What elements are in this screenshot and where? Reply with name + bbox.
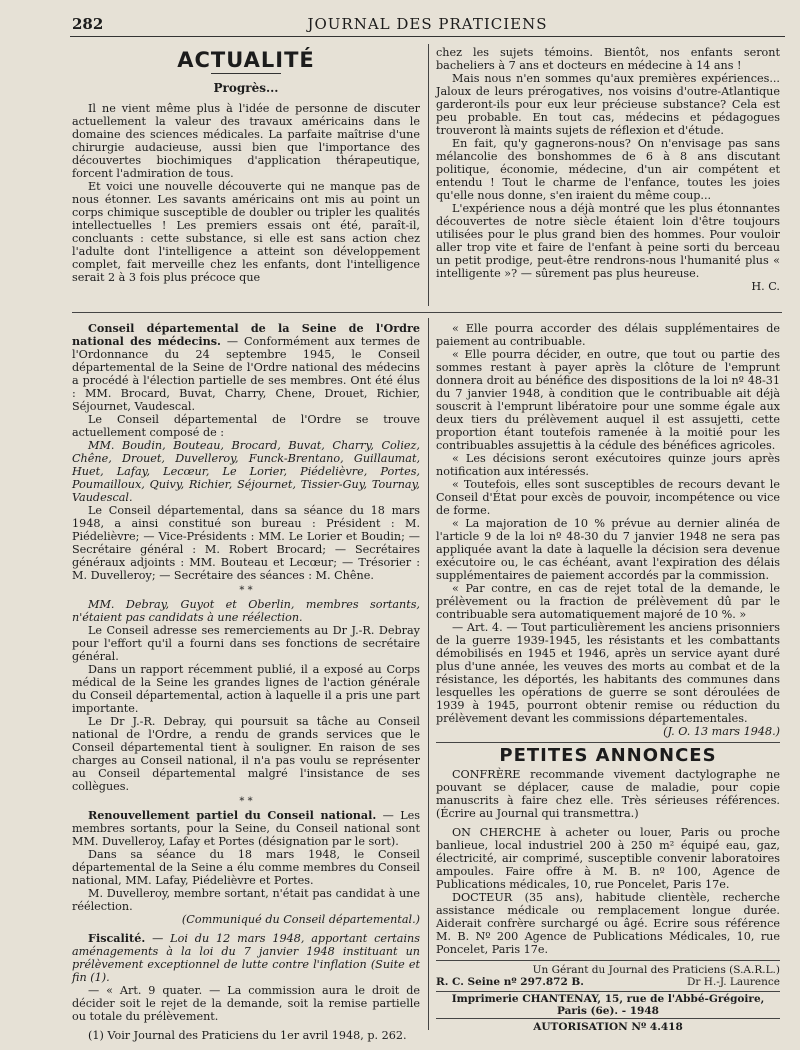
actualite-left-column	[72, 50, 420, 284]
communique-signature: (Communiqué du Conseil départemental.)	[181, 913, 420, 926]
footer-rule	[436, 960, 780, 961]
renouvellement-paragraph: Dans sa séance du 18 mars 1948, le Conseil départemental de la Seine a élu comme membres du Conseil national, MM. Lafay, Piédelièvre et Portes.	[72, 848, 420, 887]
actualite-signature: H. C.	[751, 280, 780, 293]
ad-text: recommande vivement dactylographe ne pouvant se déplacer, cause de maladie, pour copie manuscrits à faire chez elle. Très sérieuses références. (Écrire au Journal qui transmettra.)	[436, 768, 780, 820]
page-header	[70, 14, 785, 37]
annonces-top-rule	[436, 742, 780, 743]
ad-text: à acheter ou louer, Paris ou proche banlieue, local industriel 200 à 250 m² équipé eau, gaz, électricité, air comprimé, susceptible convenir laboratoires ampoules. Faire offre à M. B. nº 100, Agence de Publications médicales, 10, rue Poncelet, Paris 17e.	[436, 826, 781, 891]
law-paragraph: « Par contre, en cas de rejet total de la demande, le prélèvement ou la fraction de prélèvement dû par le contribuable sera automatiquement majoré de 10 %. »	[436, 582, 780, 621]
conseil-members: MM. Boudin, Bouteau, Brocard, Buvat, Charry, Coliez, Chêne, Drouet, Duvelleroy, Funck-Brentano, Guillaumat, Huet, Lafay, Lecœur, Le Lorier, Piédelièvre, Portes, Poumailloux, Quivy, Richier, Séjournet, Tissier-Guy, Tournay, Vaudescal.	[72, 439, 420, 504]
renouvellement-paragraph: M. Duvelleroy, membre sortant, n'était pas candidat à une réélection.	[72, 887, 420, 913]
ad-lead: ON CHERCHE	[452, 826, 542, 839]
actualite-right-column	[436, 46, 780, 293]
ad-lead: CONFRÈRE	[452, 768, 521, 781]
conseil-text: — Conformément aux termes de l'Ordonnance du 24 septembre 1945, le Conseil départemental de la Seine de l'Ordre national des médecins a procédé à l'élection partielle de ses membres. Ont été élus : MM. Brocard, Buvat, Charry, Chene, Drouet, Richier, Séjournet, Vaudescal.	[72, 335, 420, 413]
law-paragraph: « La majoration de 10 % prévue au dernier alinéa de l'article 9 de la loi nº 48-30 du 7 janvier 1948 ne sera pas appliquée avant la date à laquelle la décision sera devenue exécutoire ou, le cas échéant, avant l'expiration des délais supplémentaires de paiement accordés par la commission.	[436, 517, 780, 582]
law-paragraph: « Elle pourra accorder des délais supplémentaires de paiement au contribuable.	[436, 322, 780, 348]
conseil-bureau: Le Conseil départemental, dans sa séance du 18 mars 1948, a ainsi constitué son bureau : Président : M. Piédelièvre; — Vice-Présidents : MM. Le Lorier et Boudin; — Secrétaire général : M. Robert Brocard; — Secrétaires généraux adjoints : MM. Bouteau et Lecœur; — Trésorier : M. Duvelleroy; — Secrétaire des séances : M. Chêne.	[72, 504, 420, 582]
renouvellement-heading: Renouvellement partiel du Conseil national.	[88, 808, 377, 822]
journal-officiel-ref: (J. O. 13 mars 1948.)	[663, 725, 780, 738]
gerant-line: Un Gérant du Journal des Praticiens (S.A.R.L.)	[532, 964, 780, 976]
imprimerie-line: Imprimerie CHANTENAY, 15, rue de l'Abbé-Grégoire, Paris (6e). - 1948	[436, 991, 780, 1019]
title-rule	[211, 73, 281, 74]
debray-paragraph: MM. Debray, Guyot et Oberlin, membres sortants, n'étaient pas candidats à une réélection.	[72, 598, 420, 624]
actualite-paragraph: Mais nous n'en sommes qu'aux premières expériences... Jaloux de leurs prérogatives, nos voisins d'outre-Atlantique garderont-ils pour eux leur précieuse substance? Cela est peu probable. En tout cas, médecins et pédagogues trouveront là maints sujets de réflexion et d'étude.	[436, 72, 780, 137]
law-paragraph: « Toutefois, elles sont susceptibles de recours devant le Conseil d'État pour excès de pouvoir, incompétence ou vice de forme.	[436, 478, 780, 517]
law-paragraph: — Art. 4. — Tout particulièrement les anciens prisonniers de la guerre 1939-1945, les résistants et les combattants démobilisés en 1945 et 1946, après un service ayant duré plus d'une année, les veuves des morts au combat et de la résistance, les déportés, les habitants des communes dans lesquelles les opérations de guerre se sont déroulées de 1939 à 1945, pourront obtenir remise ou réduction du prélèvement devant les commissions départementales.	[436, 621, 780, 725]
right-column	[436, 322, 780, 1033]
actualite-paragraph: Et voici une nouvelle découverte qui ne manque pas de nous étonner. Les savants américains ont mis au point un corps chimique susceptible de doubler ou tripler les qualités intellectuelles ! Les premiers essais ont été, paraît-il, concluants : cette substance, si elle est sans action chez l'adulte dont l'intelligence a atteint son développement complet, fait merveille chez les enfants, dont l'intelligence serait 2 à 3 fois plus précoce que	[72, 180, 420, 284]
debray-paragraph: Le Dr J.-R. Debray, qui poursuit sa tâche au Conseil national de l'Ordre, a rendu de grands services que le Conseil départemental tient à souligner. En raison de ses charges au Conseil national, il n'a pas voulu se représenter au Conseil départemental malgré l'insistance de ses collègues.	[72, 715, 420, 793]
petites-annonces-title: PETITES ANNONCES	[499, 745, 717, 766]
rc-line: R. C. Seine nº 297.872 B.	[436, 976, 584, 988]
conseil-heading: Conseil départemental de la Seine de l'Ordre national des médecins.	[72, 321, 420, 348]
conseil-paragraph: Le Conseil départemental de l'Ordre se trouve actuellement composé de :	[72, 413, 420, 439]
fiscalite-heading: Fiscalité.	[88, 931, 146, 945]
left-column	[72, 322, 420, 1042]
stars-separator: * *	[239, 585, 253, 596]
renouvellement-text: — Les membres sortants, pour la Seine, du Conseil national sont MM. Duvelleroy, Lafay et Portes (désignation par le sort).	[72, 809, 420, 848]
law-paragraph: « Elle pourra décider, en outre, que tout ou partie des sommes restant à payer après la clôture de l'emprunt donnera droit au bénéfice des dispositions de la loi nº 48-31 du 7 janvier 1948, à condition que le contribuable ait déjà souscrit à l'emprunt libératoire pour une somme égale aux deux tiers du prélèvement auquel il est assujetti, cette proportion étant toutefois ramenée à la moitié pour les contribuables assujettis à la cédule des bénéfices agricoles.	[436, 348, 780, 452]
imprint-footer	[436, 964, 780, 1033]
page-number: 282	[72, 15, 104, 33]
debray-paragraph: Le Conseil adresse ses remerciements au Dr J.-R. Debray pour l'effort qu'il a fourni dans ses fonctions de secrétaire général.	[72, 624, 420, 663]
actualite-paragraph: chez les sujets témoins. Bientôt, nos enfants seront bacheliers à 7 ans et docteurs en médecine à 14 ans !	[436, 46, 780, 72]
footnote: (1) Voir Journal des Praticiens du 1er avril 1948, p. 262.	[88, 1029, 407, 1042]
column-divider-top	[428, 44, 429, 306]
section-divider	[72, 312, 782, 313]
fiscalite-text: — Loi du 12 mars 1948, apportant certains aménagements à la loi du 7 janvier 1948 instituant un prélèvement exceptionnel de lutte contre l'inflation (Suite et fin (1).	[72, 932, 420, 984]
journal-title: JOURNAL DES PRATICIENS	[307, 15, 548, 33]
actualite-paragraph: En fait, qu'y gagnerons-nous? On n'envisage pas sans mélancolie des bonshommes de 6 à 8 ans discutant politique, économie, médecine, d'un air compétent et entendu ! Tout le charme de l'enfance, toutes les joies qu'elle nous donne, s'en iraient du même coup...	[436, 137, 780, 202]
autorisation-line: AUTORISATION Nº 4.418	[533, 1021, 683, 1033]
ad-lead: DOCTEUR	[452, 891, 513, 904]
law-paragraph: « Les décisions seront exécutoires quinze jours après notification aux intéressés.	[436, 452, 780, 478]
actualite-paragraph: Il ne vient même plus à l'idée de personne de discuter actuellement la valeur des travaux américains dans le domaine des sciences médicales. La parfaite maîtrise d'une chirurgie audacieuse, aussi bien que l'importance des découvertes biochimiques d'application thérapeutique, forcent l'admiration de tous.	[72, 102, 420, 180]
actualite-subtitle: Progrès...	[213, 81, 279, 95]
actualite-title: ACTUALITÉ	[177, 48, 315, 72]
debray-paragraph: Dans un rapport récemment publié, il a exposé au Corps médical de la Seine les grandes lignes de l'action générale du Conseil départemental, action à laquelle il a pris une part importante.	[72, 663, 420, 715]
fiscalite-paragraph: — « Art. 9 quater. — La commission aura le droit de décider soit le rejet de la demande, soit la remise partielle ou totale du prélèvement.	[72, 984, 420, 1023]
actualite-paragraph: L'expérience nous a déjà montré que les plus étonnantes découvertes de notre siècle étaient loin d'être toujours utilisées pour le plus grand bien des hommes. Pour vouloir aller trop vite et faire de l'enfant à peine sorti du berceau un petit prodige, peut-être rendrons-nous l'humanité plus « intelligente »? — sûrement pas plus heureuse.	[436, 202, 780, 280]
laurence-line: Dr H.-J. Laurence	[687, 976, 780, 988]
column-divider-bottom	[428, 318, 429, 1030]
ad-text: (35 ans), habitude clientèle, recherche assistance médicale ou remplacement longue durée. Aiderait confrère surchargé ou âgé. Ecrire sous référence M. B. Nº 200 Agence de Publications Médicales, 10, rue Poncelet, Paris 17e.	[436, 891, 780, 956]
stars-separator: * *	[239, 796, 253, 807]
